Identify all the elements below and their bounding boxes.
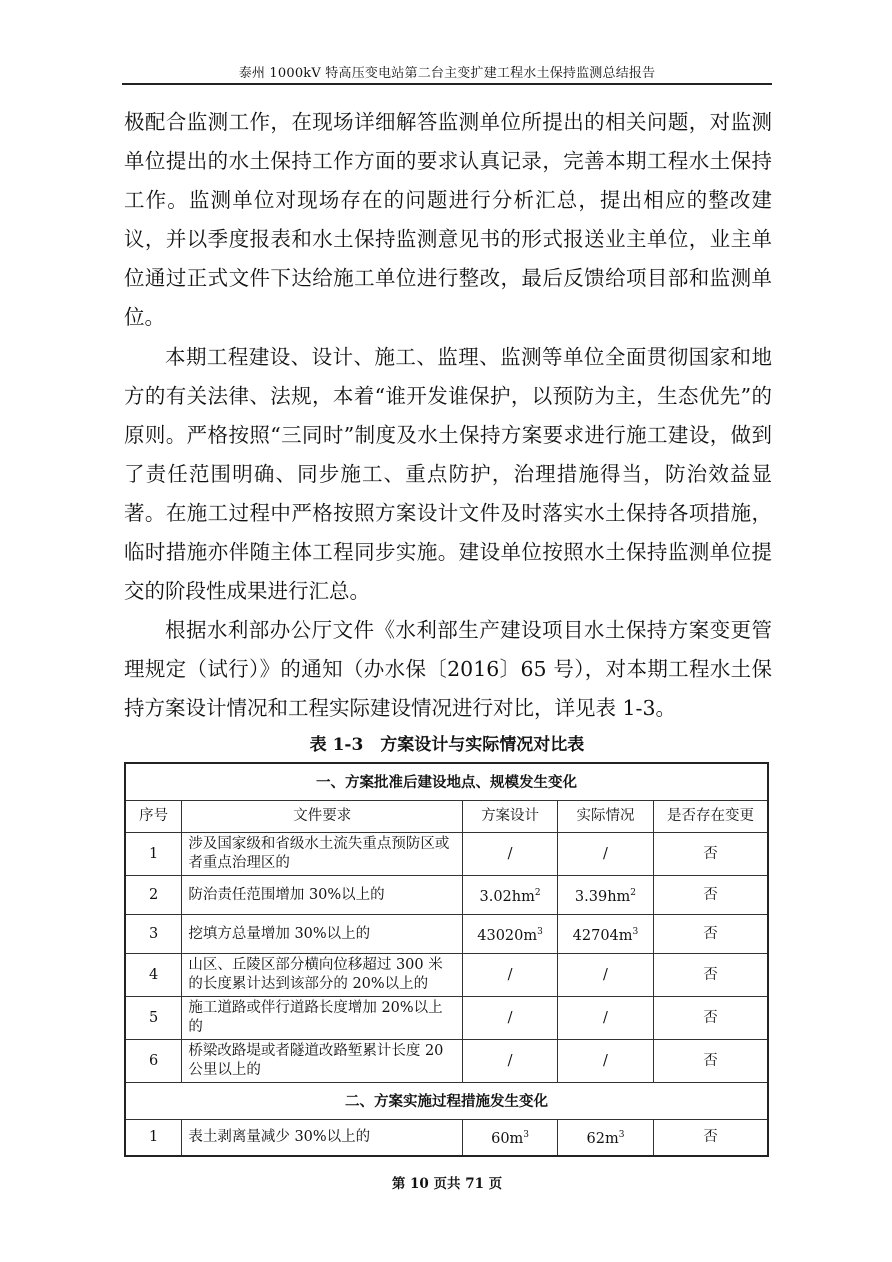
- cell-no-text: 1: [149, 1128, 159, 1145]
- cell-requirement-text: 施工道路或伴行道路长度增加 20%以上的: [188, 1000, 443, 1035]
- cell-actual-text: /: [603, 1052, 608, 1069]
- header-no: 序号: [125, 801, 182, 833]
- cell-design: [463, 954, 558, 997]
- cell-requirement: [182, 997, 463, 1040]
- cell-requirement-text: 防治责任范围增加 30%以上的: [188, 886, 385, 903]
- cell-no-text: 3: [149, 925, 159, 942]
- cell-actual-text: 62m: [586, 1130, 619, 1147]
- table-caption: 表 1-3 方案设计与实际情况对比表: [309, 735, 585, 755]
- cell-change: [653, 876, 768, 915]
- table-row: [125, 997, 768, 1040]
- table-row: [125, 954, 768, 997]
- table-row: [125, 1040, 768, 1083]
- table-row: [125, 876, 768, 915]
- cell-change: [653, 954, 768, 997]
- header-change: 是否存在变更: [653, 801, 768, 833]
- cell-design: [463, 1040, 558, 1083]
- header-rule: [122, 83, 772, 85]
- cell-actual-text: 42704m: [572, 927, 633, 944]
- cell-requirement-text: 表土剥离量减少 30%以上的: [188, 1128, 371, 1145]
- cell-actual: [558, 833, 654, 876]
- cell-change: [653, 997, 768, 1040]
- cell-actual: [558, 1120, 654, 1156]
- unit-exponent: 3: [618, 1129, 625, 1140]
- cell-actual: [558, 876, 654, 915]
- cell-change-text: 否: [703, 886, 718, 903]
- cell-change-text: 否: [703, 1128, 718, 1145]
- cell-requirement-text: 涉及国家级和省级水土流失重点预防区或者重点治理区的: [188, 836, 450, 871]
- cell-design: [463, 833, 558, 876]
- cell-no-text: 2: [149, 886, 159, 903]
- cell-design: [463, 1120, 558, 1156]
- cell-actual-text: /: [603, 1009, 608, 1026]
- unit-exponent: 3: [523, 1129, 530, 1140]
- cell-change: [653, 915, 768, 954]
- cell-requirement-text: 挖填方总量增加 30%以上的: [188, 925, 371, 942]
- header-requirement: 文件要求: [182, 801, 463, 833]
- cell-design-text: 60m: [491, 1130, 524, 1147]
- page-number: 第 10 页共 71 页: [391, 1176, 503, 1192]
- cell-no: [125, 1120, 182, 1156]
- cell-actual-text: /: [603, 966, 608, 983]
- cell-change-text: 否: [703, 966, 718, 983]
- cell-change-text: 否: [703, 925, 718, 942]
- cell-requirement: [182, 833, 463, 876]
- cell-no-text: 1: [149, 845, 159, 862]
- cell-design-text: 3.02hm: [479, 888, 535, 905]
- cell-requirement: [182, 915, 463, 954]
- cell-design-text: /: [507, 1052, 513, 1069]
- cell-change-text: 否: [703, 1009, 718, 1026]
- paragraph-3: 根据水利部办公厅文件《水利部生产建设项目水土保持方案变更管理规定（试行）》的通知（办水保〔2016〕65 号），对本期工程水土保持方案设计情况和工程实际建设情况进行对比，详见表 1-3。: [124, 618, 772, 721]
- unit-exponent: 3: [537, 926, 543, 937]
- section-2-title: 二、方案实施过程措施发生变化: [125, 1083, 768, 1120]
- cell-actual: [558, 954, 654, 997]
- cell-requirement: [182, 1120, 463, 1156]
- cell-no: [125, 1040, 182, 1083]
- cell-no: [125, 915, 182, 954]
- cell-design: [463, 915, 558, 954]
- cell-actual-text: 3.39hm: [574, 888, 631, 905]
- cell-design-text: /: [507, 966, 513, 983]
- unit-exponent: 2: [630, 887, 637, 898]
- unit-exponent: 3: [632, 926, 639, 937]
- running-header: 泰州 1000kV 特高压变电站第二台主变扩建工程水土保持监测总结报告: [238, 66, 656, 81]
- cell-no: [125, 833, 182, 876]
- table-row: [125, 1120, 768, 1156]
- cell-design-text: 43020m: [477, 927, 538, 944]
- cell-design: [463, 997, 558, 1040]
- section-1-title: 一、方案批准后建设地点、规模发生变化: [125, 763, 768, 801]
- cell-requirement: [182, 876, 463, 915]
- cell-design-text: /: [507, 1009, 513, 1026]
- cell-no: [125, 876, 182, 915]
- cell-change: [653, 1120, 768, 1156]
- paragraph-1: 极配合监测工作，在现场详细解答监测单位所提出的相关问题，对监测单位提出的水土保持工作方面的要求认真记录，完善本期工程水土保持工作。监测单位对现场存在的问题进行分析汇总，提出相应的整改建议，并以季度报表和水土保持监测意见书的形式报送业主单位，业主单位通过正式文件下达给施工单位进行整改，最后反馈给项目部和监测单位。: [124, 110, 772, 330]
- table-row: [125, 915, 768, 954]
- column-header-row: [125, 801, 768, 833]
- cell-change: [653, 833, 768, 876]
- paragraph-2: 本期工程建设、设计、施工、监理、监测等单位全面贯彻国家和地方的有关法律、法规，本着“谁开发谁保护，以预防为主，生态优先”的原则。严格按照“三同时”制度及水土保持方案要求进行施工建设，做到了责任范围明确、同步施工、重点防护，治理措施得当，防治效益显著。在施工过程中严格按照方案设计文件及时落实水土保持各项措施，临时措施亦伴随主体工程同步实施。建设单位按照水土保持监测单位提交的阶段性成果进行汇总。: [124, 344, 772, 604]
- comparison-table: [124, 762, 769, 1157]
- cell-actual: [558, 915, 654, 954]
- cell-design-text: /: [507, 845, 513, 862]
- cell-requirement-text: 山区、丘陵区部分横向位移超过 300 米的长度累计达到该部分的 20%以上的: [188, 957, 443, 992]
- cell-actual-text: /: [603, 845, 608, 862]
- cell-no-text: 4: [149, 966, 159, 983]
- cell-requirement-text: 桥梁改路堤或者隧道改路堑累计长度 20 公里以上的: [188, 1043, 444, 1078]
- cell-no-text: 5: [149, 1009, 159, 1026]
- cell-actual: [558, 997, 654, 1040]
- cell-no: [125, 954, 182, 997]
- section-header-row: [125, 1083, 768, 1120]
- cell-requirement: [182, 1040, 463, 1083]
- cell-requirement: [182, 954, 463, 997]
- header-design: 方案设计: [463, 801, 558, 833]
- cell-no-text: 6: [149, 1052, 159, 1069]
- unit-exponent: 2: [534, 887, 541, 898]
- cell-change-text: 否: [703, 845, 718, 862]
- cell-change-text: 否: [703, 1052, 718, 1069]
- table-row: [125, 833, 768, 876]
- cell-change: [653, 1040, 768, 1083]
- header-actual: 实际情况: [558, 801, 654, 833]
- section-header-row: [125, 763, 768, 801]
- body-text: [124, 103, 772, 729]
- cell-actual: [558, 1040, 654, 1083]
- cell-no: [125, 997, 182, 1040]
- cell-design: [463, 876, 558, 915]
